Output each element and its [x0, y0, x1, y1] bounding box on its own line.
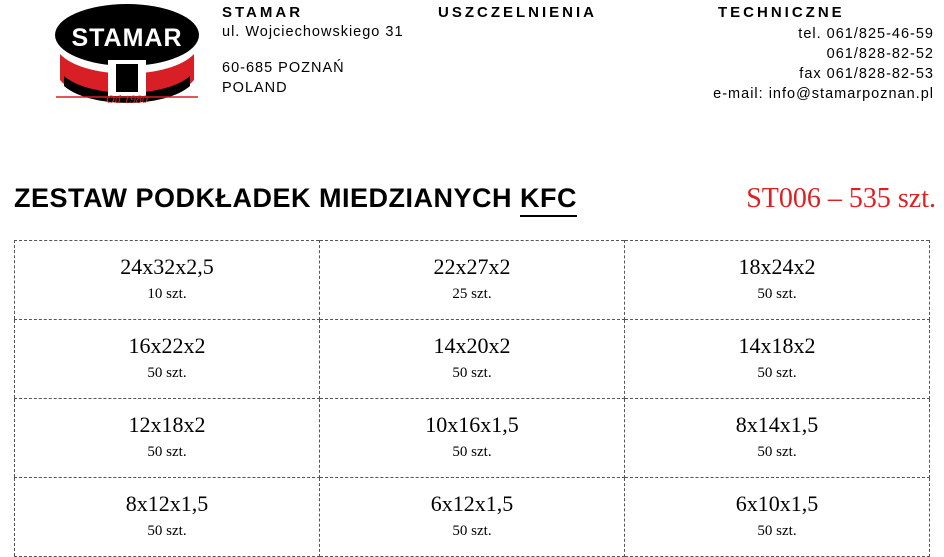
table-cell — [320, 241, 625, 320]
cell-qty: 50 szt. — [757, 444, 797, 460]
cell-qty: 50 szt. — [757, 523, 797, 539]
table-cell — [320, 320, 625, 399]
header-contact-email: e-mail: info@stamarpoznan.pl — [713, 86, 934, 102]
table-row — [15, 241, 930, 320]
cell-qty: 50 szt. — [147, 365, 187, 381]
cell-size: 14x20x2 — [433, 333, 511, 358]
header-word-uszczelnienia: USZCZELNIENIA — [438, 4, 597, 21]
table-cell — [15, 399, 320, 478]
page-title — [14, 183, 577, 214]
page-title-kfc: KFC — [520, 183, 577, 217]
cell-qty: 50 szt. — [147, 444, 187, 460]
cell-size: 8x12x1,5 — [125, 491, 209, 516]
header-contact-block — [514, 24, 934, 104]
header-address-line1: ul. Wojciechowskiego 31 — [222, 24, 404, 40]
document-header — [0, 0, 944, 115]
cell-size: 12x18x2 — [128, 412, 206, 437]
cell-size: 10x16x1,5 — [425, 412, 519, 437]
header-contact-fax: fax 061/828-82-53 — [799, 66, 934, 82]
header-address-line3: POLAND — [222, 80, 288, 96]
table-row — [15, 478, 930, 557]
table-cell — [625, 241, 930, 320]
cell-size: 18x24x2 — [738, 254, 816, 279]
cell-qty: 25 szt. — [452, 286, 492, 302]
cell-size: 8x14x1,5 — [735, 412, 819, 437]
table-cell — [320, 399, 625, 478]
header-contact-tel2: 061/828-82-52 — [826, 46, 934, 62]
cell-qty: 50 szt. — [452, 523, 492, 539]
table-cell — [625, 478, 930, 557]
header-word-techniczne: TECHNICZNE — [718, 4, 845, 21]
cell-qty: 50 szt. — [452, 444, 492, 460]
cell-qty: 50 szt. — [452, 365, 492, 381]
cell-qty: 50 szt. — [757, 365, 797, 381]
cell-qty: 50 szt. — [147, 523, 187, 539]
table-cell — [625, 399, 930, 478]
stamar-logo — [42, 2, 212, 107]
page-title-text: ZESTAW PODKŁADEK MIEDZIANYCH — [14, 183, 520, 213]
cell-size: 6x12x1,5 — [430, 491, 514, 516]
header-company-name: STAMAR — [222, 4, 304, 21]
cell-size: 6x10x1,5 — [735, 491, 819, 516]
table-cell — [15, 320, 320, 399]
cell-qty: 10 szt. — [147, 286, 187, 302]
sizes-table — [14, 240, 930, 557]
header-address-line2: 60-685 POZNAŃ — [222, 60, 345, 76]
table-cell — [625, 320, 930, 399]
table-row — [15, 399, 930, 478]
header-contact-tel: tel. 061/825-46-59 — [798, 26, 934, 42]
cell-qty: 50 szt. — [757, 286, 797, 302]
table-cell — [320, 478, 625, 557]
cell-size: 24x32x2,5 — [120, 254, 214, 279]
table-cell — [15, 241, 320, 320]
svg-text:Od 1980: Od 1980 — [106, 92, 148, 106]
table-row — [15, 320, 930, 399]
cell-size: 16x22x2 — [128, 333, 206, 358]
title-row — [0, 183, 944, 229]
table-cell — [15, 478, 320, 557]
product-code: ST006 – 535 szt. — [746, 183, 936, 214]
svg-text:STAMAR: STAMAR — [71, 24, 183, 52]
cell-size: 22x27x2 — [433, 254, 511, 279]
cell-size: 14x18x2 — [738, 333, 816, 358]
